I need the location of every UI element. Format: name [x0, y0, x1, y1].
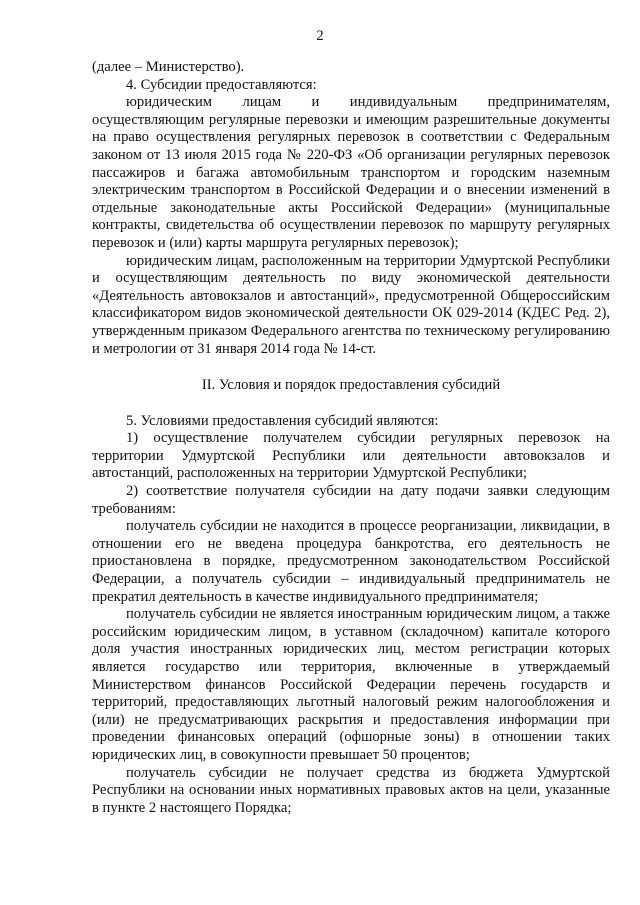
paragraph-requirement-budget-funds: получатель субсидии не получает средства из бюджета Удмуртской Республики на основании иных нормативных правовых актов на цели, указанные в пункте 2 настоящего Порядка;	[92, 764, 610, 816]
paragraph-recipients-carriers: юридическим лицам и индивидуальным предпринимателям, осуществляющим регулярные перевозки и имеющим разрешительные документы на право осуществления регулярных перевозок в соответствии с Федеральным законом от 13 июля 2015 года № 220-ФЗ «Об организации регулярных перевозок пассажиров и багажа автомобильным транспортом и городским наземным электрическим транспортом в Российской Федерации и о внесении изменений в отдельные законодательные акты Российской Федерации» (муниципальные контракты, свидетельства об осуществлении перевозок по маршруту регулярных перевозок и (или) карты маршрута регулярных перевозок);	[92, 94, 610, 251]
paragraph-recipients-bus-stations: юридическим лицам, расположенным на территории Удмуртской Республики и осуществляющим деятельность по виду экономической деятельности «Деятельность автовокзалов и автостанций», предусмотренной Общероссийским классификатором видов экономической деятельности ОК 029-2014 (КДЕС Ред. 2), утвержденным приказом Федерального агентства по техническому регулированию и метрологии от 31 января 2014 года № 14-ст.	[92, 252, 610, 357]
paragraph-item-4: 4. Субсидии предоставляются:	[126, 76, 317, 93]
page-number: 2	[316, 28, 324, 44]
section-heading: II. Условия и порядок предоставления субсидий	[201, 377, 501, 394]
document-body	[92, 59, 610, 817]
paragraph-requirement-reorganization: получатель субсидии не находится в процессе реорганизации, ликвидации, в отношении его не введена процедура банкротства, его деятельность не приостановлена в порядке, предусмотренном законодательством Российской Федерации, а получатель субсидии – индивидуальный предприниматель не прекратил деятельность в качестве индивидуального предпринимателя;	[92, 518, 610, 605]
paragraph-condition-1: 1) осуществление получателем субсидии регулярных перевозок на территории Удмуртской Республики или деятельности автовокзалов и автостанций, расположенных на территории Удмуртской Республики;	[92, 430, 610, 482]
paragraph-item-5: 5. Условиями предоставления субсидий являются:	[126, 412, 439, 429]
paragraph-requirement-foreign-entity: получатель субсидии не является иностранным юридическим лицом, а также российским юридическим лицом, в уставном (складочном) капитале которого доля участия иностранных юридических лиц, местом регистрации которых является государство или территория, включенные в утверждаемый Министерством финансов Российской Федерации перечень государств и территорий, предоставляющих льготный налоговый режим налогообложения и (или) не предусматривающих раскрытия и предоставления информации при проведении финансовых операций (офшорные зоны) в отношении таких юридических лиц, в совокупности превышает 50 процентов;	[92, 606, 610, 763]
paragraph-condition-2: 2) соответствие получателя субсидии на дату подачи заявки следующим требованиям:	[92, 483, 610, 517]
paragraph-continuation: (далее – Министерство).	[92, 59, 245, 75]
